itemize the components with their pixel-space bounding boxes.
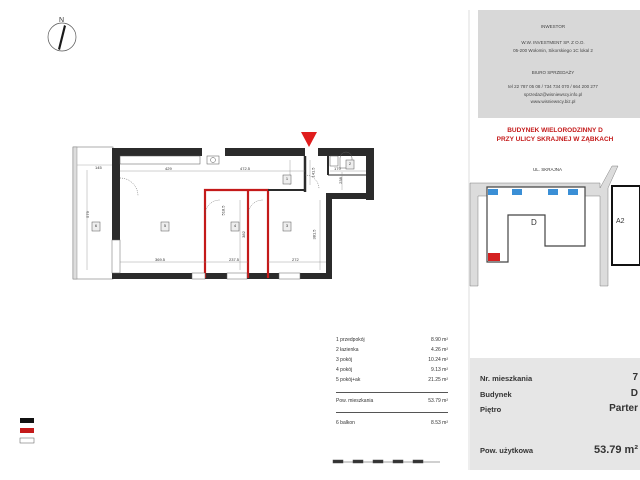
spec-row-area: Pow. użytkowa 53.79 m² [480,444,638,456]
dim-label: 179 [334,166,341,171]
room-number-2: 2 [348,161,352,166]
dim-label: 518.5 [220,205,226,216]
street-label: UL. SKRAJNA [533,167,563,172]
table-divider [336,392,448,393]
balcony [73,147,113,279]
specs-box [470,358,640,470]
dim-label: 429 [165,166,172,171]
total-row: Pow. mieszkania 53.79 m² [336,398,448,404]
building-title-line1: BUDYNEK WIELORODZINNY D [507,127,603,134]
dim-label: 141.5 [310,167,316,178]
room-number-3: 3 [285,223,289,228]
investor-heading: INWESTOR [540,24,566,29]
legend-swatch-red [20,428,34,433]
site-building-a2-label: A2 [616,218,625,225]
sales-phones: tel 22 787 05 08 / 734 734 070 / 664 200 277 [508,84,598,89]
building-title [470,126,640,144]
room-number-4: 4 [233,223,237,228]
sales-heading: BIURO SPRZEDAŻY [531,70,575,75]
spec-row-floor: Piętro Parter [480,403,638,414]
room-number-1: 1 [285,176,289,181]
table-row: 1 przedpokój 8.90 m² [336,337,448,343]
dim-label: 237.5 [229,257,240,262]
north-label: N [59,17,65,24]
dim-label: 472.5 [240,166,251,171]
sales-email: sprzedaz@wisniewscy.info.pl [523,92,583,97]
fixtures [120,152,352,215]
dim-label: 272 [292,257,299,262]
investor-box [478,10,640,118]
dim-label: 238 [337,177,343,184]
table-divider [336,412,448,413]
spec-row-apartment: Nr. mieszkania 7 [480,372,638,383]
table-row: 5 pokój+ak 21.25 m² [336,377,448,383]
dim-label: 381.5 [311,229,317,240]
scale-bar [333,460,440,463]
legend-swatch-window [20,438,34,443]
room-number-6: 6 [94,223,98,228]
table-row: 3 pokój 10.24 m² [336,357,448,363]
investor-company: W.W. INVESTMENT SP. Z O.O. [521,40,585,45]
sales-website: www.wisniewscy.biz.pl [530,99,576,104]
compass-icon [48,23,76,51]
entrance-marker-icon [301,132,317,147]
investor-address: 05-200 Wołomin, Sikorskiego 1C lokal 2 [513,48,593,53]
site-building-d-label: D [531,218,537,227]
building-title-line2: PRZY ULICY SKRAJNEJ W ZĄBKACH [496,136,614,143]
site-plan [470,166,640,286]
dim-label: 579 [84,211,90,218]
room-number-5: 5 [163,223,167,228]
dim-label: 369.5 [155,257,166,262]
dim-label: 382 [240,231,246,238]
legend-swatch-wall [20,418,34,423]
table-row: 2 łazienka 4.26 m² [336,347,448,353]
spec-row-building: Budynek D [480,388,638,399]
dimension-lines [84,160,366,270]
dim-label: 145 [95,165,102,170]
balcony-row: 6 balkon 8.53 m² [336,420,448,426]
table-row: 4 pokój 9.13 m² [336,367,448,373]
